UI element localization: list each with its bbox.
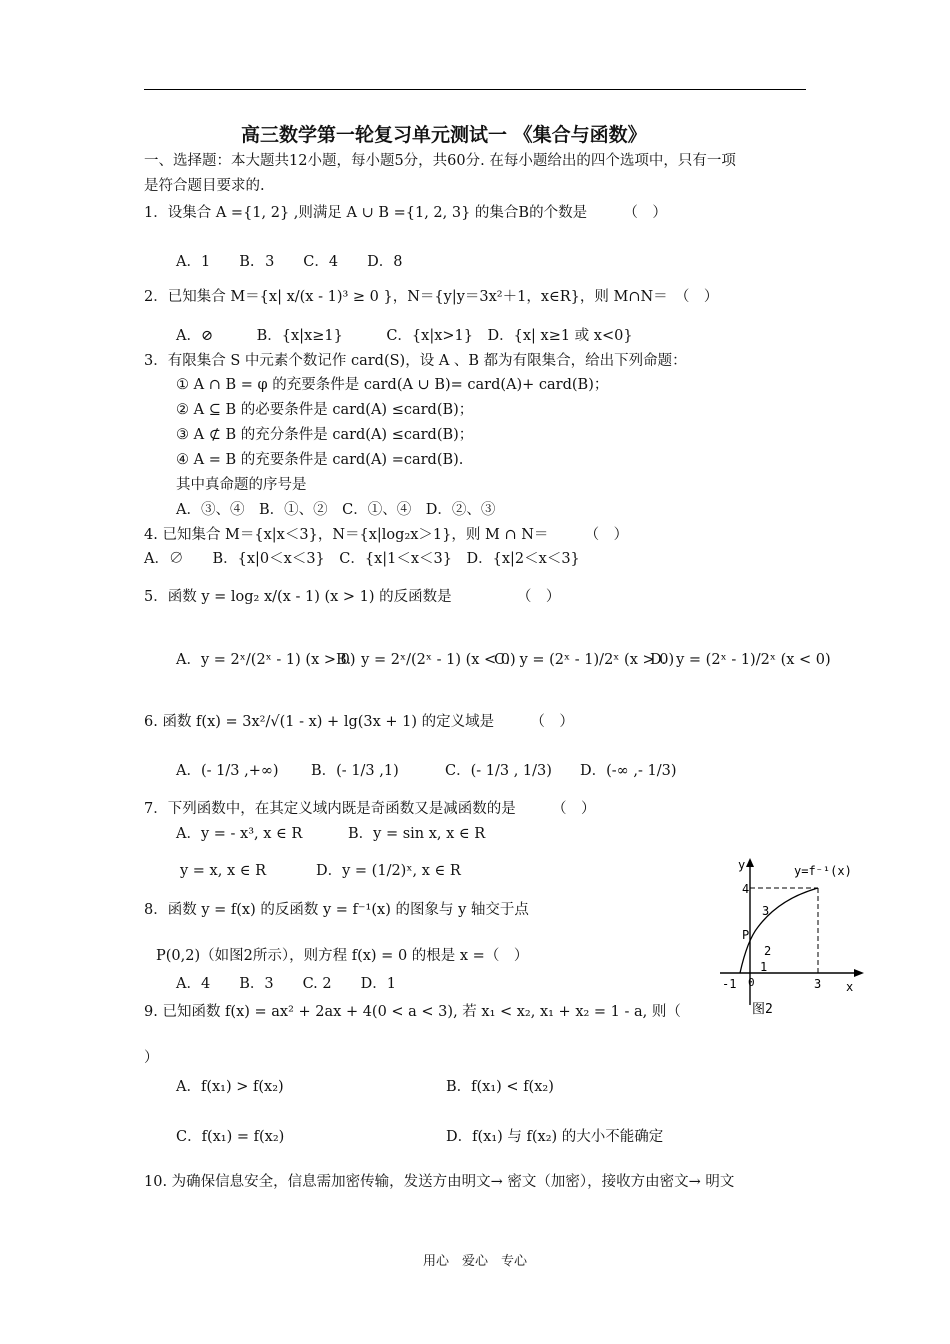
question-9-option-b: B．f(x₁) < f(x₂) (446, 1079, 554, 1095)
question-9-option-a: A．f(x₁) > f(x₂) (176, 1079, 284, 1095)
question-8-stem: 8．函数 y = f(x) 的反函数 y = f⁻¹(x) 的图象与 y 轴交于点 (144, 902, 529, 918)
question-6-option-d: D．(-∞ ,- 1/3) (580, 763, 677, 779)
header-rule (144, 89, 806, 90)
question-3-ask: 其中真命题的序号是 (176, 477, 307, 493)
question-5-option-c: C．y = (2ˣ - 1)/2ˣ (x > 0) (494, 652, 675, 668)
y-axis-label: y (738, 858, 746, 872)
x-tick-neg1: -1 (722, 977, 737, 991)
question-6-option-b: B．(- 1/3 ,1) (311, 763, 399, 779)
y-tick-1: 1 (760, 960, 768, 974)
x-tick-3: 3 (814, 977, 822, 991)
y-tick-4: 4 (742, 882, 750, 896)
x-axis-label: x (846, 980, 854, 994)
y-tick-2: 2 (764, 944, 772, 958)
question-3-stem: 3．有限集合 S 中元素个数记作 card(S)，设 A 、B 都为有限集合，给出下列命题： (144, 353, 687, 369)
question-7-option-d: D．y = (1/2)ˣ, x ∈ R (316, 863, 461, 879)
page-footer: 用心 爱心 专心 (422, 1254, 527, 1269)
question-5-option-a: A．y = 2ˣ/(2ˣ - 1) (x > 0) (176, 652, 356, 668)
figure-caption: 图2 (752, 1002, 773, 1017)
question-1-stem: 1．设集合 A ={1, 2} ,则满足 A ∪ B ={1, 2, 3} 的集合B的个数是 （ ） (144, 205, 667, 221)
question-9-option-c: C．f(x₁) = f(x₂) (176, 1129, 285, 1145)
question-8-stem-2: P(0,2)（如图2所示），则方程 f(x) = 0 的根是 x =（ ） (156, 948, 529, 964)
question-8-options: A．4 B．3 C. 2 D．1 (176, 976, 396, 992)
y-axis-arrow (746, 858, 754, 867)
question-3-options: A．③、④ B．①、② C．①、④ D．②、③ (176, 502, 496, 518)
question-2-stem: 2．已知集合 M＝{x| x/(x - 1)³ ≥ 0 }，N＝{y|y＝3x²＋1，x∈R}，则 M∩N＝ （ ） (144, 289, 719, 305)
question-7-option-a: A．y = - x³, x ∈ R (176, 826, 303, 842)
section-intro-line-2: 是符合题目要求的. (144, 178, 265, 194)
question-4-stem: 4. 已知集合 M＝{x|x＜3}，N＝{x|log₂x＞1}，则 M ∩ N＝ （ ） (144, 527, 629, 543)
y-tick-3: 3 (762, 904, 770, 918)
point-p-label: P (742, 928, 750, 942)
question-3-item-3: ③ A ⊄ B 的充分条件是 card(A) ≤card(B)； (176, 427, 474, 443)
question-2-options: A．⊘ B．{x|x≥1} C．{x|x>1} D．{x| x≥1 或 x<0} (176, 328, 633, 344)
x-axis-arrow (854, 969, 864, 977)
question-7-stem: 7．下列函数中，在其定义域内既是奇函数又是减函数的是 （ ） (144, 801, 596, 817)
inverse-function-curve (740, 888, 818, 973)
question-3-item-2: ② A ⊆ B 的必要条件是 card(A) ≤card(B)； (176, 402, 474, 418)
question-5-stem: 5．函数 y = log₂ x/(x - 1) (x > 1) 的反函数是 （ ） (144, 589, 561, 605)
x-tick-0: 0 (748, 976, 755, 989)
question-9-option-d: D．f(x₁) 与 f(x₂) 的大小不能确定 (446, 1129, 664, 1145)
question-7-option-c: y = x, x ∈ R (180, 863, 267, 879)
question-10-stem: 10. 为确保信息安全，信息需加密传输，发送方由明文→ 密文（加密），接收方由密文→ 明文 (144, 1174, 735, 1190)
section-intro-line-1: 一、选择题：本大题共12小题，每小题5分，共60分. 在每小题给出的四个选项中，只有一项 (144, 153, 736, 169)
question-9-stem: 9. 已知函数 f(x) = ax² + 2ax + 4(0 < a < 3), 若 x₁ < x₂, x₁ + x₂ = 1 - a, 则（ (144, 1004, 681, 1020)
question-3-item-4: ④ A = B 的充要条件是 card(A) =card(B). (176, 452, 464, 468)
question-4-options: A．∅ B．{x|0＜x＜3} C．{x|1＜x＜3} D．{x|2＜x＜3} (144, 551, 580, 567)
question-6-stem: 6. 函数 f(x) = 3x²/√(1 - x) + lg(3x + 1) 的定义域是 （ ） (144, 714, 574, 730)
curve-label: y=f⁻¹(x) (794, 864, 852, 878)
question-5-option-b: B．y = 2ˣ/(2ˣ - 1) (x < 0) (336, 652, 516, 668)
question-9-stem-tail: ） (144, 1050, 159, 1066)
question-1-options: A．1 B. 3 C．4 D．8 (176, 254, 403, 270)
question-6-option-a: A．(- 1/3 ,+∞) (176, 763, 279, 779)
question-3-item-1: ① A ∩ B = φ 的充要条件是 card(A ∪ B)= card(A)+ card(B)； (176, 377, 609, 393)
question-6-option-c: C．(- 1/3 , 1/3) (445, 763, 552, 779)
figure-2-graph (718, 855, 868, 1020)
question-7-option-b: B．y = sin x, x ∈ R (348, 826, 486, 842)
page-title: 高三数学第一轮复习单元测试一 《集合与函数》 (241, 124, 647, 146)
question-5-option-d: D．y = (2ˣ - 1)/2ˣ (x < 0) (650, 652, 831, 668)
